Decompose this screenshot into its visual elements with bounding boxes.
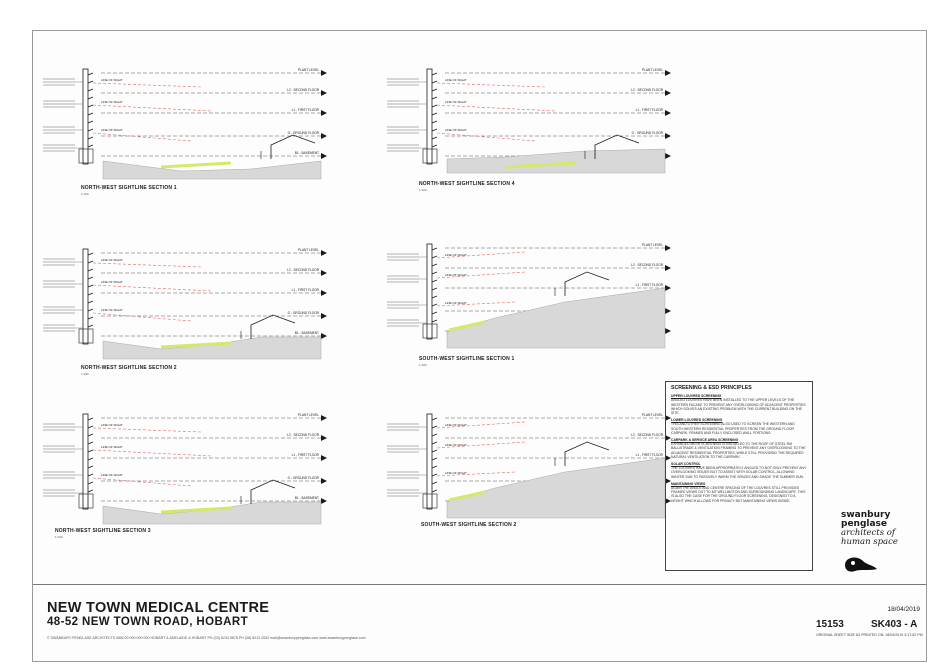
- level-marker-icon: [321, 153, 327, 159]
- louvre: [432, 288, 437, 290]
- section-scale: 1:100: [81, 372, 89, 376]
- neighbour-house: [251, 315, 295, 339]
- louvre: [432, 450, 437, 452]
- firm-details: © SWANBURY PENGLASE ARCHITECTS ABN 00 000 000 000 HOBART & ADELAIDE & HOBART PH (03) 6234 5678 PH (08) 8212 2052 mail@swanburypenglase.com www.swanburypenglase.com: [47, 636, 366, 640]
- job-number: 15153: [816, 619, 844, 630]
- louvre: [432, 490, 437, 492]
- note-heading: SOLAR CONTROL: [671, 462, 701, 467]
- section-nw-4-drawing: [385, 61, 690, 211]
- level-marker-icon: [665, 308, 671, 314]
- louvre: [432, 121, 437, 123]
- louvre: [432, 474, 437, 476]
- level-marker-icon: [665, 153, 671, 159]
- louvre: [88, 474, 93, 476]
- level-marker-icon: [321, 313, 327, 319]
- level-marker-icon: [321, 498, 327, 504]
- louvre: [88, 426, 93, 428]
- level-label: L1 - FIRST FLOOR: [291, 108, 319, 112]
- brand-logo: [841, 511, 921, 578]
- sightline-label: LINE OF SIGHT: [445, 443, 467, 447]
- louvre: [88, 418, 93, 420]
- level-marker-icon: [665, 133, 671, 139]
- louvre: [432, 248, 437, 250]
- louvre: [88, 269, 93, 271]
- note-text: THIS AND OTHER SCREENING ALSO USED TO SCREEN THE WESTERN AND SOUTH-WESTERN RESIDENTIAL PROPERTIES FROM THE GROUND FLOOR CARPARK, FRAMES AND FULLY ENCLOSED WALL PORTIONS.: [671, 422, 795, 435]
- sightline-label: LINE OF SIGHT: [101, 258, 123, 262]
- sightline-label: LINE OF SIGHT: [101, 423, 123, 427]
- louvre: [432, 105, 437, 107]
- louvre: [88, 145, 93, 147]
- section-nw-4: [385, 61, 690, 211]
- level-marker-icon: [321, 110, 327, 116]
- level-label: G - GROUND FLOOR: [631, 131, 663, 135]
- level-marker-icon: [665, 110, 671, 116]
- louvre: [88, 73, 93, 75]
- building-facade: [83, 69, 88, 164]
- brand-tag-1: architects of: [841, 528, 896, 538]
- landscape-strip: [161, 163, 231, 167]
- sightline: [93, 83, 201, 87]
- louvre: [432, 264, 437, 266]
- level-label: G - GROUND FLOOR: [287, 311, 319, 315]
- level-marker-icon: [321, 133, 327, 139]
- louvre: [88, 277, 93, 279]
- level-label: B1 - BASEMENT: [294, 151, 319, 155]
- level-label: PLANT LEVEL: [297, 248, 319, 252]
- basement-box: [79, 494, 93, 508]
- section-title: NORTH-WEST SIGHTLINE SECTION 4: [419, 181, 515, 187]
- louvre: [432, 304, 437, 306]
- louvre: [432, 280, 437, 282]
- louvre: [88, 113, 93, 115]
- building-facade: [427, 414, 432, 509]
- louvre: [432, 256, 437, 258]
- section-title: NORTH-WEST SIGHTLINE SECTION 3: [55, 528, 151, 534]
- sightline: [437, 105, 555, 111]
- level-label: L2 - SECOND FLOOR: [287, 433, 319, 437]
- brand-tag-2: human space: [841, 537, 898, 547]
- louvre: [432, 482, 437, 484]
- louvre: [432, 466, 437, 468]
- louvre: [432, 458, 437, 460]
- sightline-label: LINE OF SIGHT: [101, 445, 123, 449]
- section-title: NORTH-WEST SIGHTLINE SECTION 2: [81, 365, 177, 371]
- section-scale: 1:100: [81, 192, 89, 196]
- louvre: [432, 434, 437, 436]
- neighbour-house: [251, 480, 295, 504]
- louvre: [432, 442, 437, 444]
- louvre: [88, 129, 93, 131]
- sightline-label: LINE OF SIGHT: [445, 128, 467, 132]
- print-info: ORIGINAL SHEET SIZE A3 PRINTED ON: 18/04/2019 3:17:52 PM: [816, 633, 923, 637]
- note-item: [671, 394, 807, 415]
- section-sw-2: [385, 406, 690, 556]
- note-heading: CARPARK & SERVICE AREA SCREENING: [671, 438, 739, 443]
- level-label: G - GROUND FLOOR: [287, 131, 319, 135]
- section-sw-1-drawing: [385, 236, 690, 386]
- building-facade: [83, 414, 88, 509]
- sightline: [93, 263, 201, 267]
- louvre: [432, 312, 437, 314]
- louvre: [88, 317, 93, 319]
- basement-box: [423, 149, 437, 163]
- brand-name-2: penglase: [841, 519, 888, 529]
- level-label: B1 - BASEMENT: [294, 496, 319, 500]
- building-facade: [83, 249, 88, 344]
- louvre: [432, 97, 437, 99]
- section-sw-1: [385, 236, 690, 386]
- level-marker-icon: [665, 70, 671, 76]
- building-facade: [427, 244, 432, 339]
- section-nw-1: [41, 61, 346, 211]
- louvre: [88, 293, 93, 295]
- louvre: [432, 418, 437, 420]
- basement-box: [423, 324, 437, 338]
- louvre: [88, 309, 93, 311]
- ground-profile: [103, 337, 321, 359]
- neighbour-house: [271, 135, 315, 159]
- sightline-label: LINE OF SIGHT: [445, 471, 467, 475]
- brand-name-1: swanbury: [841, 510, 891, 520]
- level-marker-icon: [321, 415, 327, 421]
- level-label: G - GROUND FLOOR: [287, 476, 319, 480]
- sightline-label: LINE OF SIGHT: [445, 301, 467, 305]
- note-text: AGAIN THE ANGLE AND CENTRE SPACING OF THE LOUVRES STILL PROVIDES FRAMED VIEWS OUT TO MT WELLINGTON AND SURROUNDING LANDSCAPE. THIS IS ALSO THE CASE FOR THE GROUND FLOOR SCREENING, DESIGNED TO A HEIGHT WHICH ALLOWS FOR PRIVACY BUT MAINTAINING VIEWS INSIDE.: [671, 486, 806, 503]
- sightline: [93, 285, 211, 291]
- level-marker-icon: [321, 290, 327, 296]
- project-title: NEW TOWN MEDICAL CENTRE: [47, 600, 270, 616]
- building-facade: [427, 69, 432, 164]
- level-marker-icon: [321, 270, 327, 276]
- sightline: [93, 105, 211, 111]
- sightline: [93, 450, 211, 456]
- louvre: [432, 296, 437, 298]
- note-text: ANGLED LOUVRES HAVE BEEN INSTALLED TO THE UPPER LEVELS OF THE WESTERN FACADE TO PREVENT ANY OVERLOOKING OF ADJACENT PROPERTIES WHICH SOLVES AN EXISTING PROBLEM WITH THE CURRENT BUILDING ON THE SITE.: [671, 398, 806, 416]
- level-label: PLANT LEVEL: [297, 413, 319, 417]
- louvre: [432, 89, 437, 91]
- sightline: [93, 133, 191, 141]
- level-label: L2 - SECOND FLOOR: [287, 268, 319, 272]
- louvre: [432, 320, 437, 322]
- level-label: L2 - SECOND FLOOR: [287, 88, 319, 92]
- sightline-label: LINE OF SIGHT: [445, 423, 467, 427]
- section-title: SOUTH-WEST SIGHTLINE SECTION 2: [421, 522, 517, 528]
- level-marker-icon: [665, 245, 671, 251]
- louvre: [88, 89, 93, 91]
- level-marker-icon: [321, 70, 327, 76]
- sightline-label: LINE OF SIGHT: [101, 128, 123, 132]
- section-title: NORTH-WEST SIGHTLINE SECTION 1: [81, 185, 177, 191]
- brand-mark-icon: [841, 551, 881, 573]
- sightline-label: LINE OF SIGHT: [101, 78, 123, 82]
- louvre: [88, 458, 93, 460]
- note-item: [671, 462, 807, 479]
- louvre: [432, 129, 437, 131]
- level-marker-icon: [665, 90, 671, 96]
- level-label: L1 - FIRST FLOOR: [291, 453, 319, 457]
- louvre: [88, 450, 93, 452]
- louvre: [88, 97, 93, 99]
- sightline-label: LINE OF SIGHT: [445, 273, 467, 277]
- note-text: EXPANDED MESH SCREENING IS INSTALLED TO THE ROOF OF STEEL RM BALUSTRADE & VENTILATION FRAMING TO PREVENT ANY OVERLOOKING TO THE ADJACENT RESIDENTIAL PROPERTIES, WHILE STILL PROVIDING THE REQUIRED NATURAL VENTILATION TO THE CARPARK.: [671, 442, 806, 459]
- drawing-sheet: [32, 30, 927, 662]
- note-heading: LOWER LOUVRED SCREENING: [671, 418, 723, 423]
- louvre: [432, 426, 437, 428]
- sightline: [93, 428, 201, 432]
- level-label: PLANT LEVEL: [641, 68, 663, 72]
- sightline-label: LINE OF SIGHT: [445, 100, 467, 104]
- project-address: 48-52 NEW TOWN ROAD, HOBART: [47, 616, 248, 628]
- louvre: [88, 121, 93, 123]
- level-label: L1 - FIRST FLOOR: [291, 288, 319, 292]
- louvre: [88, 105, 93, 107]
- neighbour-house: [565, 272, 609, 296]
- louvre: [88, 325, 93, 327]
- sightline-label: LINE OF SIGHT: [445, 78, 467, 82]
- level-marker-icon: [321, 333, 327, 339]
- louvre: [432, 272, 437, 274]
- level-label: PLANT LEVEL: [641, 413, 663, 417]
- louvre: [88, 466, 93, 468]
- level-label: L2 - SECOND FLOOR: [631, 433, 663, 437]
- section-title: SOUTH-WEST SIGHTLINE SECTION 1: [419, 356, 515, 362]
- level-label: L1 - FIRST FLOOR: [635, 453, 663, 457]
- louvre: [432, 137, 437, 139]
- screening-notes-panel: [665, 381, 813, 571]
- section-nw-2: [41, 241, 346, 391]
- louvre: [88, 253, 93, 255]
- basement-box: [423, 494, 437, 508]
- note-item: [671, 482, 807, 503]
- level-marker-icon: [321, 435, 327, 441]
- sightline-label: LINE OF SIGHT: [445, 253, 467, 257]
- louvre: [88, 137, 93, 139]
- level-marker-icon: [321, 250, 327, 256]
- louvre: [88, 301, 93, 303]
- sightline: [93, 313, 191, 321]
- louvre: [88, 81, 93, 83]
- neighbour-house: [565, 442, 609, 466]
- level-marker-icon: [321, 90, 327, 96]
- note-heading: UPPER LOUVRED SCREENING: [671, 394, 722, 399]
- ground-profile: [447, 458, 665, 518]
- level-label: B1 - BASEMENT: [294, 331, 319, 335]
- sightline-label: LINE OF SIGHT: [101, 100, 123, 104]
- sightline-label: LINE OF SIGHT: [101, 280, 123, 284]
- louvre: [88, 482, 93, 484]
- note-item: [671, 418, 807, 435]
- sightline: [437, 133, 535, 141]
- level-label: L1 - FIRST FLOOR: [635, 108, 663, 112]
- louvre: [88, 442, 93, 444]
- ground-profile: [103, 502, 321, 524]
- section-scale: 1:100: [419, 188, 427, 192]
- sightline-label: LINE OF SIGHT: [101, 473, 123, 477]
- louvre: [88, 434, 93, 436]
- louvre: [432, 145, 437, 147]
- note-text: THE LOUVRES HAVE BEEN APPROPRIATELY ANGLED TO NOT ONLY PREVENT ANY OVERLOOKING ISSUES BUT TO ASSIST WITH SOLAR CONTROL, ALLOWING WINTER SUN TO PASSIVELY WARM THE SPACES AND SHADE THE SUMMER SUN.: [671, 466, 807, 479]
- drawing-number: SK403 - A: [871, 619, 918, 630]
- note-item: [671, 438, 807, 459]
- notes-title: SCREENING & ESD PRINCIPLES: [671, 385, 752, 391]
- louvre: [432, 113, 437, 115]
- level-marker-icon: [665, 328, 671, 334]
- basement-box: [79, 329, 93, 343]
- sightline-label: LINE OF SIGHT: [101, 308, 123, 312]
- louvre: [88, 261, 93, 263]
- level-label: L2 - SECOND FLOOR: [631, 263, 663, 267]
- sightline: [437, 83, 545, 87]
- level-label: L1 - FIRST FLOOR: [635, 283, 663, 287]
- level-marker-icon: [665, 285, 671, 291]
- level-label: PLANT LEVEL: [297, 68, 319, 72]
- level-label: PLANT LEVEL: [641, 243, 663, 247]
- note-heading: MAINTAINING VIEWS: [671, 481, 706, 486]
- issue-date: 18/04/2019: [887, 606, 920, 613]
- louvre: [88, 490, 93, 492]
- louvre: [88, 285, 93, 287]
- section-nw-3: [41, 406, 346, 556]
- louvre: [432, 81, 437, 83]
- titleblock-divider: [33, 584, 926, 585]
- louvre: [432, 73, 437, 75]
- basement-box: [79, 149, 93, 163]
- sightline: [93, 478, 191, 486]
- level-label: L2 - SECOND FLOOR: [631, 88, 663, 92]
- level-marker-icon: [321, 455, 327, 461]
- ground-profile: [447, 149, 665, 173]
- section-sw-2-drawing: [385, 406, 690, 556]
- ground-profile: [447, 288, 665, 348]
- section-scale: 1:100: [419, 363, 427, 367]
- section-scale: 1:100: [55, 535, 63, 539]
- level-marker-icon: [665, 265, 671, 271]
- level-marker-icon: [321, 478, 327, 484]
